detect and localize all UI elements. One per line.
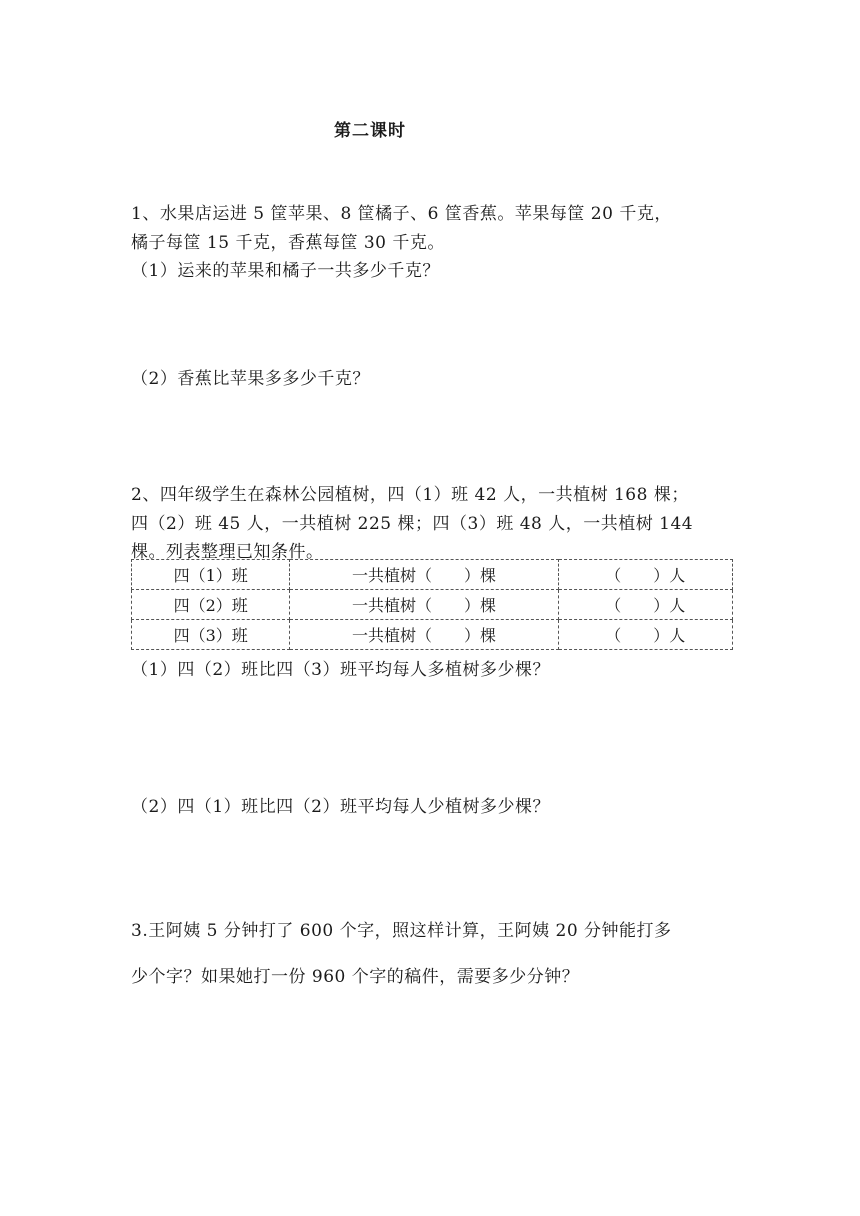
question-2-line-3: 棵。列表整理已知条件。: [131, 542, 324, 562]
question-1-part-1: （1）运来的苹果和橘子一共多少千克？: [131, 261, 440, 281]
question-2-line-1: 2、四年级学生在森林公园植树，四（1）班 42 人，一共植树 168 棵；: [131, 485, 689, 505]
table-cell-trees: 一共植树（ ）棵: [290, 560, 558, 590]
table-cell-trees: 一共植树（ ）棵: [290, 620, 558, 650]
table-cell-people: （ ）人: [558, 560, 732, 590]
conditions-table: [131, 559, 733, 650]
question-2-part-2: （2）四（1）班比四（2）班平均每人少植树多少棵？: [131, 797, 550, 817]
question-1-part-2: （2）香蕉比苹果多多少千克？: [131, 369, 370, 389]
table-cell-class: 四（1）班: [132, 560, 290, 590]
question-3-line-2: 少个字？如果她打一份 960 个字的稿件，需要多少分钟？: [131, 967, 580, 987]
table-cell-people: （ ）人: [558, 620, 732, 650]
question-1-line-1: 1、水果店运进 5 筐苹果、8 筐橘子、6 筐香蕉。苹果每筐 20 千克，: [131, 204, 672, 224]
table-row: [132, 590, 733, 620]
table-cell-trees: 一共植树（ ）棵: [290, 590, 558, 620]
question-2-line-2: 四（2）班 45 人，一共植树 225 棵；四（3）班 48 人，一共植树 144: [131, 514, 694, 534]
table-cell-class: 四（3）班: [132, 620, 290, 650]
table-cell-class: 四（2）班: [132, 590, 290, 620]
question-3-line-1: 3.王阿姨 5 分钟打了 600 个字，照这样计算，王阿姨 20 分钟能打多: [131, 921, 672, 941]
table-cell-people: （ ）人: [558, 590, 732, 620]
table-row: [132, 560, 733, 590]
page-title: 第二课时: [334, 121, 406, 141]
question-2-part-1: （1）四（2）班比四（3）班平均每人多植树多少棵？: [131, 660, 550, 680]
table-row: [132, 620, 733, 650]
question-1-line-2: 橘子每筐 15 千克，香蕉每筐 30 千克。: [131, 233, 445, 253]
